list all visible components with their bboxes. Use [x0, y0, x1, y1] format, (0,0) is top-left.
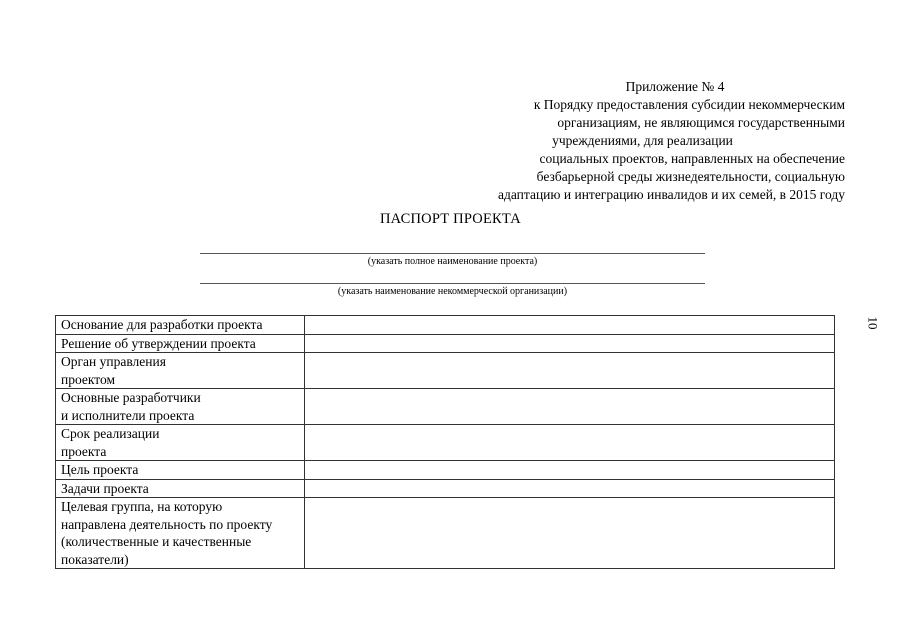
table-row: [56, 425, 835, 461]
appendix-line: учреждениями, для реализации: [552, 133, 733, 148]
organization-name-line: [200, 283, 705, 284]
appendix-line: социальных проектов, направленных на обеспечение: [539, 151, 845, 166]
row-value-cell[interactable]: [305, 316, 835, 335]
row-label: Решение об утверждении проекта: [56, 334, 305, 353]
row-label: Срок реализации проекта: [56, 425, 305, 461]
row-value-cell[interactable]: [305, 479, 835, 498]
project-passport-table: [55, 315, 835, 569]
appendix-line: организациям, не являющимся государственными: [557, 115, 845, 130]
row-value-cell[interactable]: [305, 389, 835, 425]
row-label: Задачи проекта: [56, 479, 305, 498]
table-row: [56, 389, 835, 425]
row-label: Цель проекта: [56, 461, 305, 480]
row-value-cell[interactable]: [305, 498, 835, 569]
project-name-caption: (указать полное наименование проекта): [367, 256, 538, 267]
appendix-header: [400, 78, 845, 204]
table-row: [56, 334, 835, 353]
table-row: [56, 461, 835, 480]
row-value-cell[interactable]: [305, 461, 835, 480]
appendix-line: к Порядку предоставления субсидии некоммерческим: [533, 97, 845, 112]
organization-name-caption: (указать наименование некоммерческой организации): [337, 286, 568, 297]
document-title: ПАСПОРТ ПРОЕКТА: [380, 211, 521, 227]
appendix-number: Приложение № 4: [625, 79, 725, 94]
row-value-cell[interactable]: [305, 334, 835, 353]
row-value-cell[interactable]: [305, 425, 835, 461]
project-name-line: [200, 253, 705, 254]
page-number: 10: [865, 316, 881, 330]
table-row: [56, 353, 835, 389]
table-row: [56, 316, 835, 335]
appendix-line: безбарьерной среды жизнедеятельности, социальную: [536, 169, 845, 184]
row-label: Целевая группа, на которую направлена деятельность по проекту (количественные и качественные показатели): [56, 498, 305, 569]
table-row: [56, 498, 835, 569]
row-label: Орган управления проектом: [56, 353, 305, 389]
row-label: Основные разработчики и исполнители проекта: [56, 389, 305, 425]
row-value-cell[interactable]: [305, 353, 835, 389]
appendix-line: адаптацию и интеграцию инвалидов и их семей, в 2015 году: [498, 187, 845, 202]
row-label: Основание для разработки проекта: [56, 316, 305, 335]
table-row: [56, 479, 835, 498]
